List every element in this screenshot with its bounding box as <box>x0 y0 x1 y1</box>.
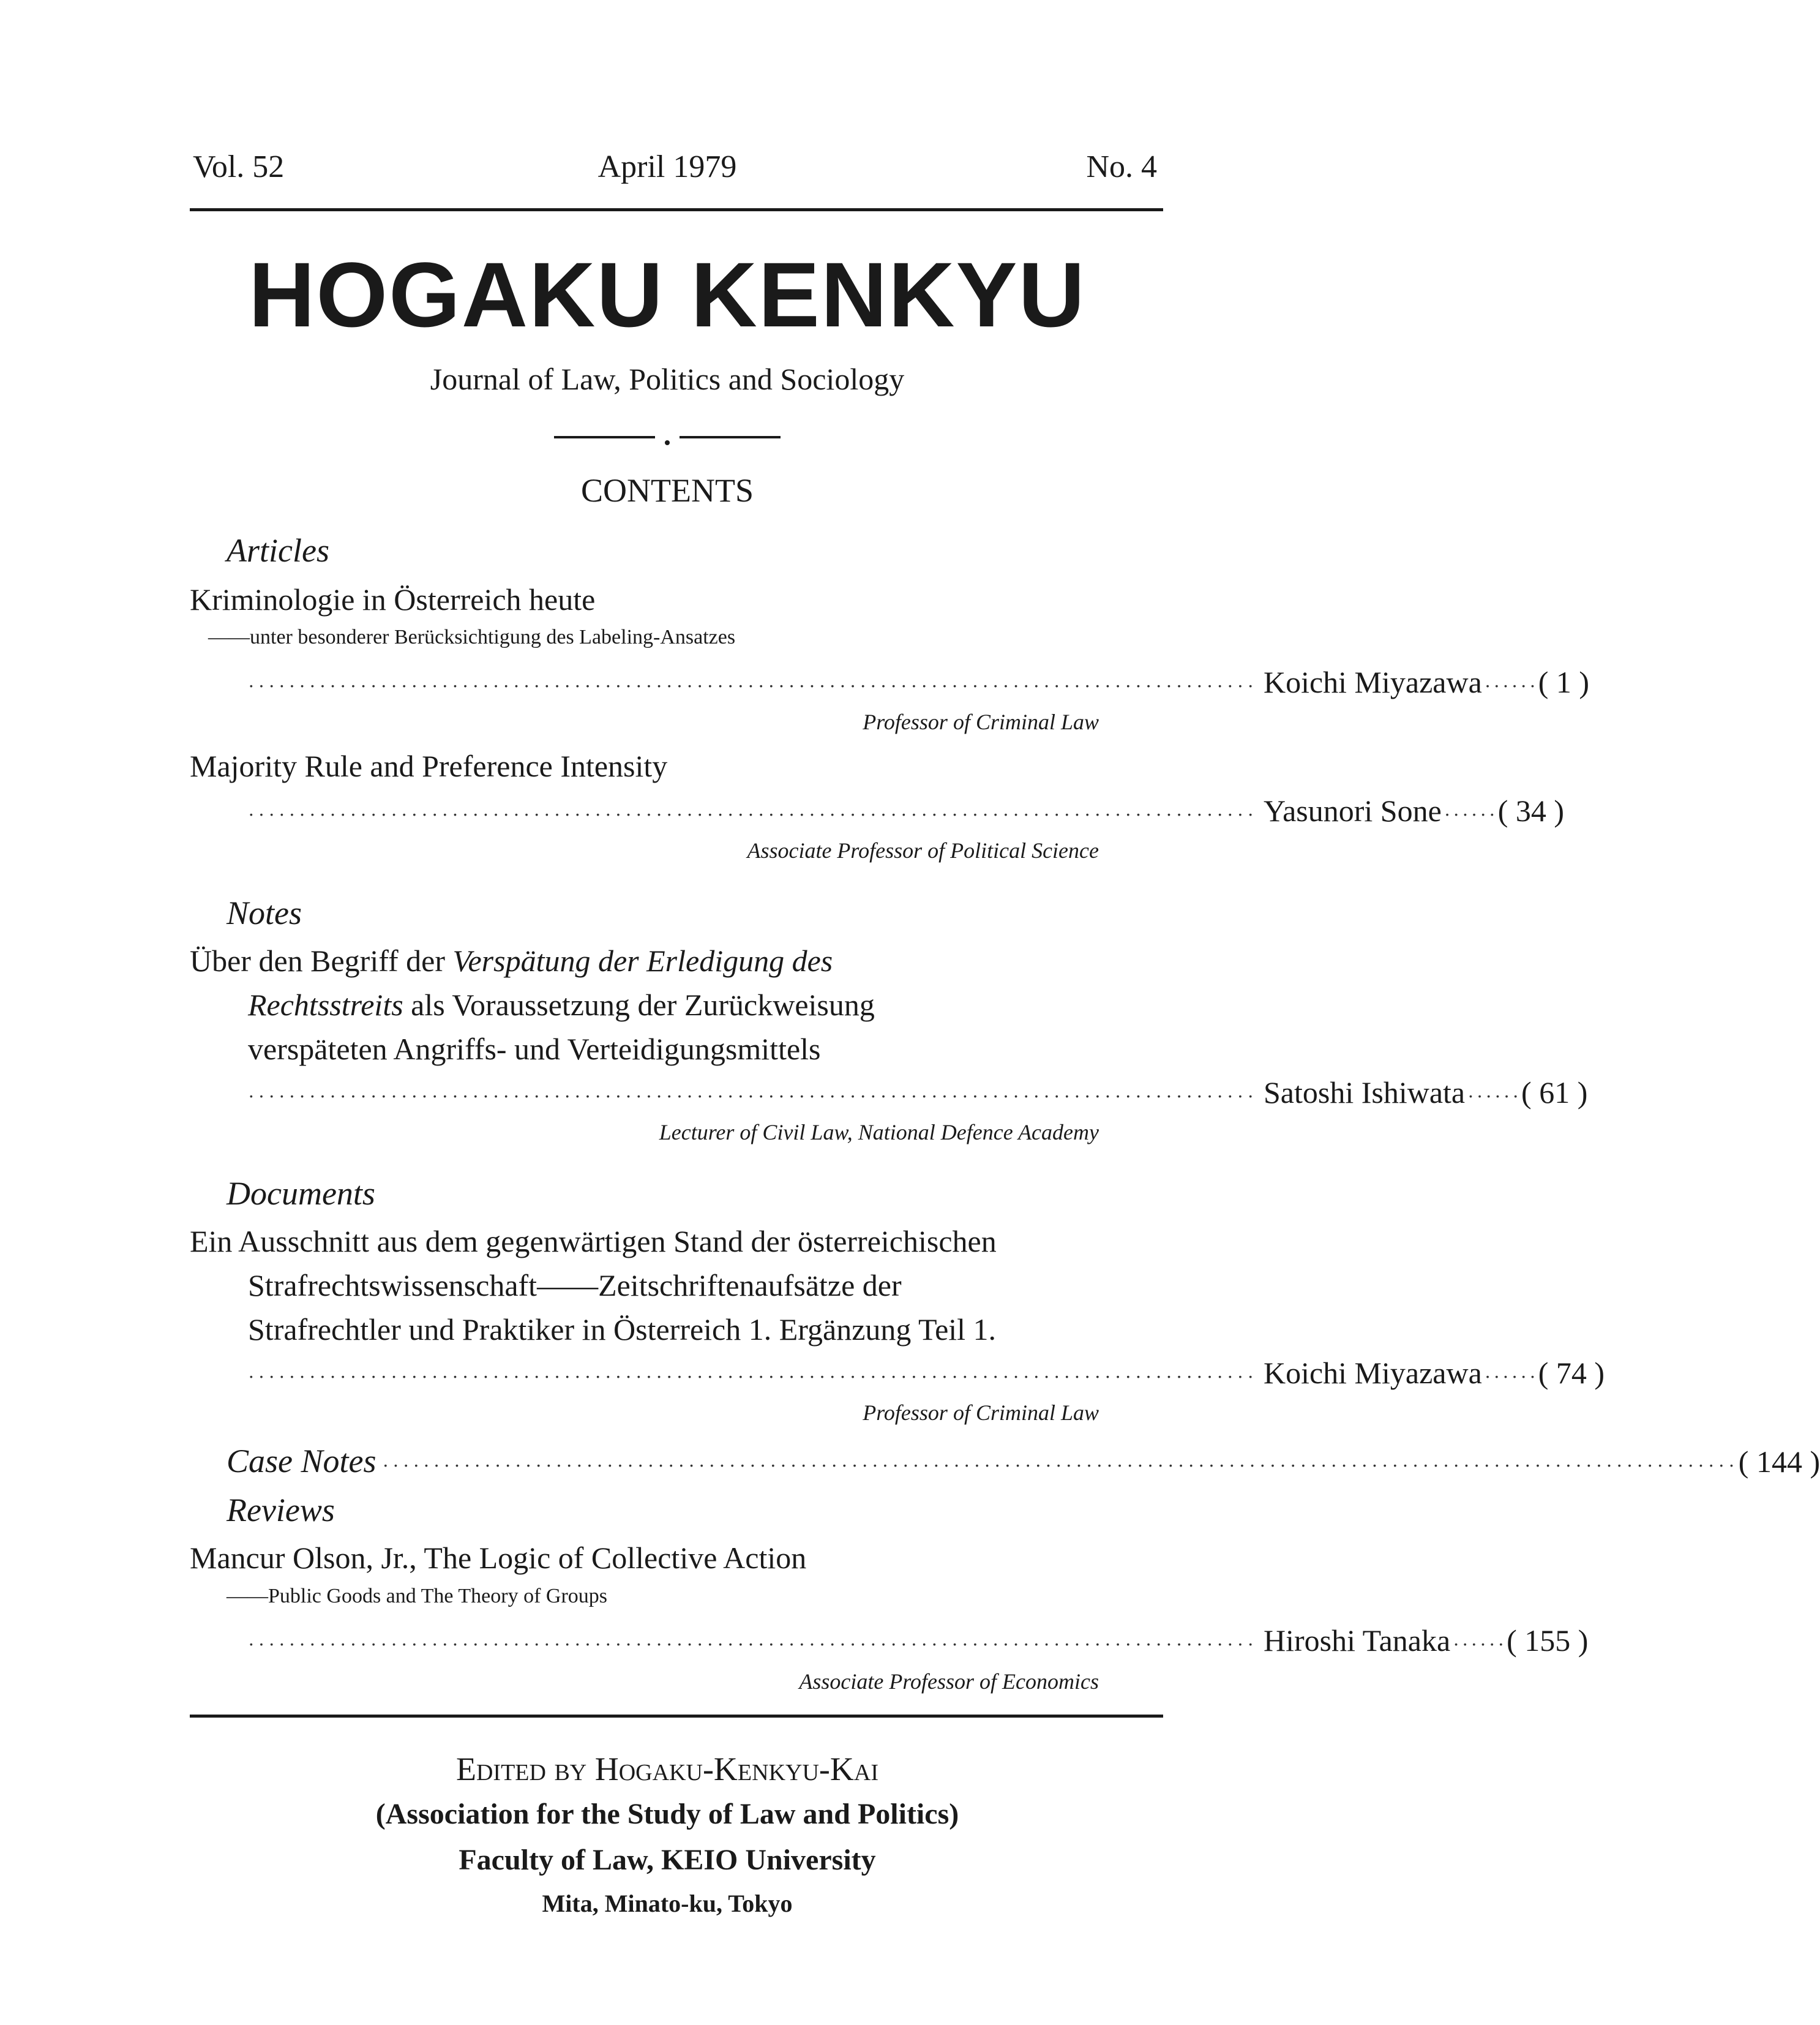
article-1-page: ( 1 ) <box>1538 665 1590 699</box>
footer-address: Mita, Minato-ku, Tokyo <box>542 1890 793 1917</box>
review-1-page: ( 155 ) <box>1507 1623 1589 1658</box>
document-1-leader <box>248 1355 1605 1392</box>
document-1-title-line3: Strafrechtler und Praktiker in Österreich 1. Ergänzung Teil 1. <box>248 1312 997 1347</box>
dot-leader: ··································································································· <box>248 1633 1257 1655</box>
dot-leader: ······ <box>1484 675 1538 697</box>
note-1-title-part2: als Voraussetzung der Zurückweisung <box>403 988 875 1022</box>
article-1-subtitle: ——unter besonderer Berücksichtigung des Labeling-Ansatzes <box>208 626 736 648</box>
note-1-title-line3: verspäteten Angriffs- und Verteidigungsmittels <box>248 1032 821 1066</box>
journal-subtitle: Journal of Law, Politics and Sociology <box>430 362 905 396</box>
dot-leader: ····································································································································· <box>382 1454 1739 1476</box>
section-documents: Documents <box>227 1175 375 1212</box>
article-2-leader <box>248 793 1565 830</box>
case-notes-page: ( 144 ) <box>1738 1445 1820 1479</box>
contents-heading: CONTENTS <box>581 472 754 509</box>
footer-faculty: Faculty of Law, KEIO University <box>459 1844 876 1876</box>
review-1-affiliation: Associate Professor of Economics <box>799 1669 1099 1694</box>
section-reviews: Reviews <box>227 1492 335 1528</box>
journal-title: HOGAKU KENKYU <box>249 243 1086 346</box>
dot-leader: ··································································································· <box>248 803 1257 825</box>
document-1-author: Koichi Miyazawa <box>1263 1356 1482 1390</box>
article-1-author: Koichi Miyazawa <box>1263 665 1482 699</box>
review-1-leader <box>248 1623 1589 1659</box>
article-1-affiliation: Professor of Criminal Law <box>863 710 1099 734</box>
note-1-leader <box>248 1075 1588 1111</box>
document-1-title-line1: Ein Ausschnitt aus dem gegenwärtigen Stand der österreichischen <box>190 1224 997 1258</box>
volume-number: Vol. 52 <box>193 149 285 184</box>
note-1-title-line2 <box>248 987 875 1023</box>
section-articles: Articles <box>227 532 329 569</box>
document-1-page: ( 74 ) <box>1538 1356 1605 1390</box>
note-1-title-part1: Über den Begriff der <box>190 944 453 978</box>
document-1-title-line2: Strafrechtswissenschaft——Zeitschriftenaufsätze der <box>248 1268 902 1302</box>
issue-date: April 1979 <box>597 149 737 184</box>
footer-association: (Association for the Study of Law and Politics) <box>375 1798 959 1830</box>
dot-leader: ······ <box>1484 1366 1538 1388</box>
ornament-dot <box>665 440 670 445</box>
note-1-page: ( 61 ) <box>1521 1075 1588 1110</box>
note-1-title-line1 <box>190 943 833 979</box>
ornament-left-rule <box>554 436 655 438</box>
footer-rule <box>190 1715 1163 1718</box>
article-2-author: Yasunori Sone <box>1263 794 1442 828</box>
issue-number: No. 4 <box>1086 149 1157 184</box>
dot-leader: ······ <box>1453 1633 1507 1655</box>
section-case-notes: Case Notes <box>227 1443 376 1479</box>
ornament-right-rule <box>680 436 781 438</box>
article-2-affiliation: Associate Professor of Political Science <box>747 838 1099 863</box>
review-1-author: Hiroshi Tanaka <box>1263 1623 1451 1658</box>
header-rule <box>190 208 1163 211</box>
article-2-page: ( 34 ) <box>1497 794 1565 828</box>
note-1-author: Satoshi Ishiwata <box>1263 1075 1466 1110</box>
review-1-subtitle: ——Public Goods and The Theory of Groups <box>227 1585 608 1607</box>
case-notes-leader <box>227 1442 1820 1485</box>
article-1-leader <box>248 664 1590 701</box>
dot-leader: ··································································································· <box>248 675 1257 697</box>
document-1-affiliation: Professor of Criminal Law <box>863 1400 1099 1425</box>
review-1-title: Mancur Olson, Jr., The Logic of Collective Action <box>190 1541 807 1575</box>
note-1-title-italic2: Rechtsstreits <box>248 988 403 1022</box>
footer-edited-by: Edited by Hogaku-Kenkyu-Kai <box>456 1751 878 1787</box>
note-1-title-italic1: Verspätung der Erledigung des <box>452 944 833 978</box>
note-1-affiliation: Lecturer of Civil Law, National Defence Academy <box>659 1120 1099 1144</box>
dot-leader: ··································································································· <box>248 1366 1257 1388</box>
dot-leader: ······ <box>1467 1085 1522 1107</box>
article-2-title: Majority Rule and Preference Intensity <box>190 749 668 783</box>
article-1-title: Kriminologie in Österreich heute <box>190 582 596 617</box>
dot-leader: ······ <box>1444 803 1498 825</box>
dot-leader: ··································································································· <box>248 1085 1257 1107</box>
section-notes: Notes <box>227 895 302 931</box>
